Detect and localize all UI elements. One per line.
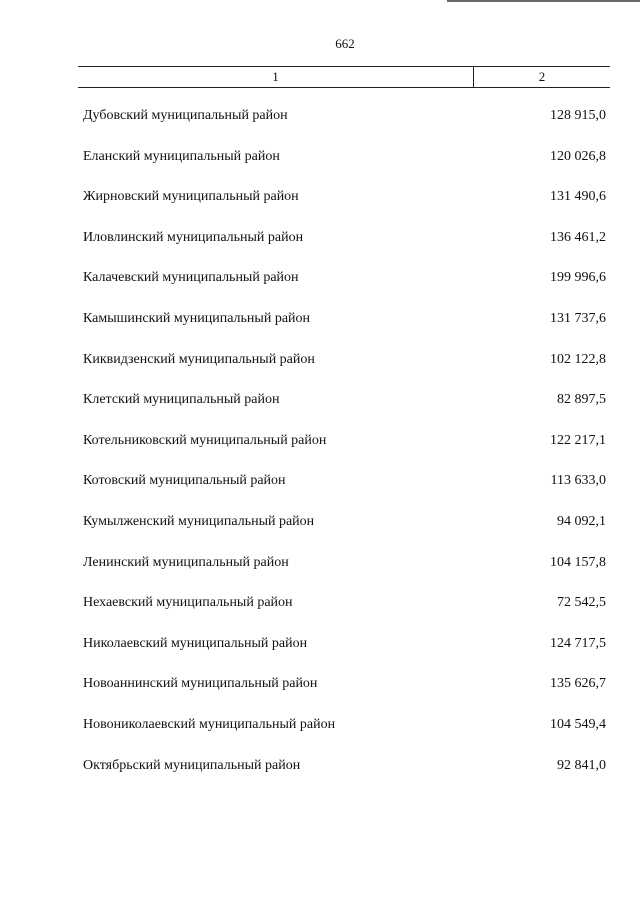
table-row: [83, 149, 606, 190]
district-amount: 136 461,2: [550, 229, 606, 245]
district-amount: 124 717,5: [550, 635, 606, 651]
district-amount: 102 122,8: [550, 351, 606, 367]
district-name: Калачевский муниципальный район: [83, 270, 299, 286]
column-header-1: 1: [272, 69, 279, 84]
district-amount: 131 490,6: [550, 189, 606, 205]
district-amount: 104 157,8: [550, 554, 606, 570]
district-amount: 135 626,7: [550, 676, 606, 692]
district-name: Нехаевский муниципальный район: [83, 595, 293, 611]
district-name: Дубовский муниципальный район: [83, 108, 288, 123]
district-amount: 72 542,5: [557, 595, 606, 611]
table-row: [83, 514, 606, 555]
table-row: [83, 555, 606, 596]
table-body: [83, 108, 606, 798]
district-name: Жирновский муниципальный район: [83, 189, 299, 205]
district-amount: 131 737,6: [550, 310, 606, 326]
district-name: Новониколаевский муниципальный район: [83, 716, 336, 732]
table-row: [83, 717, 606, 758]
district-name: Киквидзенский муниципальный район: [83, 351, 315, 367]
table-row: [83, 473, 606, 514]
district-name: Октябрьский муниципальный район: [83, 757, 301, 773]
district-amount: 122 217,1: [550, 432, 606, 448]
table-row: [83, 595, 606, 636]
table-header: [78, 66, 610, 88]
table-row: [83, 433, 606, 474]
district-amount: 128 915,0: [550, 108, 606, 123]
table-row: [83, 108, 606, 149]
district-amount: 113 633,0: [550, 473, 606, 489]
table-row: [83, 311, 606, 352]
district-amount: 104 549,4: [550, 716, 606, 732]
table-row: [83, 636, 606, 677]
table-row: [83, 392, 606, 433]
district-amount: 94 092,1: [557, 513, 606, 529]
table-row: [83, 352, 606, 393]
scan-edge-line: [447, 0, 640, 2]
district-amount: 82 897,5: [557, 392, 606, 408]
district-name: Иловлинский муниципальный район: [83, 229, 304, 245]
district-name: Еланский муниципальный район: [83, 148, 280, 164]
table-row: [83, 230, 606, 271]
page-number: 662: [335, 36, 355, 51]
district-name: Котовский муниципальный район: [83, 473, 286, 489]
district-name: Новоаннинский муниципальный район: [83, 676, 318, 692]
district-name: Котельниковский муниципальный район: [83, 432, 327, 448]
district-name: Камышинский муниципальный район: [83, 310, 311, 326]
table-row: [83, 676, 606, 717]
district-name: Ленинский муниципальный район: [83, 554, 289, 570]
district-name: Клетский муниципальный район: [83, 392, 280, 408]
table-row: [83, 270, 606, 311]
district-name: Николаевский муниципальный район: [83, 635, 308, 651]
table-row: [83, 189, 606, 230]
district-amount: 120 026,8: [550, 148, 606, 164]
column-header-2: 2: [538, 69, 546, 84]
district-amount: 92 841,0: [557, 757, 606, 773]
district-name: Кумылженский муниципальный район: [83, 513, 315, 529]
district-amount: 199 996,6: [550, 270, 606, 286]
table-row: [83, 758, 606, 799]
